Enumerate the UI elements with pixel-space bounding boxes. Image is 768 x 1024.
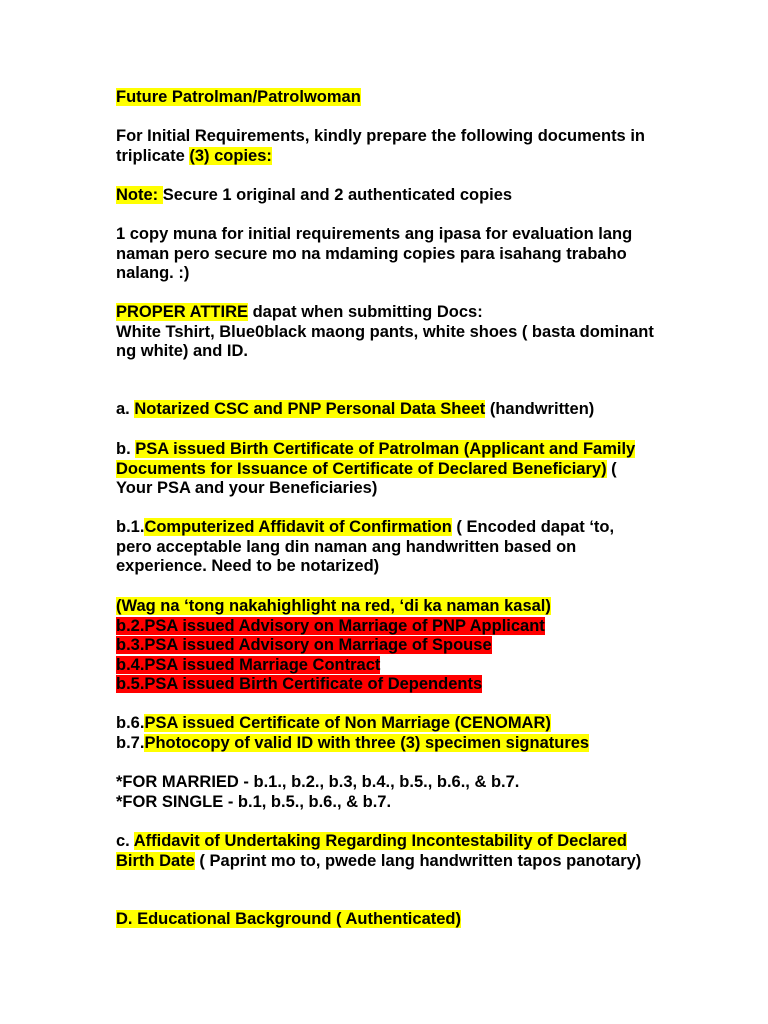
requirements-b6-b7 [116, 714, 676, 753]
note-paragraph [116, 186, 676, 206]
intro-paragraph [116, 127, 676, 166]
requirement-d [116, 910, 676, 930]
document-title [116, 88, 676, 108]
requirement-a-suffix: (handwritten) [485, 400, 595, 418]
requirement-b3: b.3.PSA issued Advisory on Marriage of Spouse [116, 636, 492, 655]
requirement-a-title: Notarized CSC and PNP Personal Data Sheet [134, 400, 486, 418]
requirement-b5: b.5.PSA issued Birth Certificate of Dependents [116, 675, 483, 694]
requirement-c-title: Affidavit of Undertaking Regarding Incontestability of Declared Birth Date [116, 832, 627, 870]
reminder-paragraph: 1 copy muna for initial requirements ang ipasa for evaluation lang naman pero secure mo na mdaming copies para isahang trabaho nalang. :) [116, 225, 633, 283]
requirement-b6-title: PSA issued Certificate of Non Marriage (CENOMAR) [144, 714, 551, 732]
requirement-c-suffix: ( Paprint mo to, pwede lang handwritten tapos panotary) [194, 851, 642, 870]
title-highlight: Future Patrolman/Patrolwoman [116, 88, 361, 106]
requirement-b1 [116, 518, 646, 577]
intro-text: For Initial Requirements, kindly prepare the following documents in triplicate [116, 127, 645, 165]
requirement-b6-prefix: b.6. [116, 714, 145, 732]
note-label: Note: [116, 186, 163, 204]
attire-paragraph [116, 303, 676, 362]
requirement-a-prefix: a. [116, 400, 135, 418]
status-block [116, 773, 676, 812]
requirement-b1-title: Computerized Affidavit of Confirmation [144, 518, 452, 536]
requirement-d-title: D. Educational Background ( Authenticated) [116, 910, 461, 928]
requirement-b7-title: Photocopy of valid ID with three (3) specimen signatures [144, 733, 590, 752]
status-married: *FOR MARRIED - b.1., b.2., b.3, b.4., b.5., b.6., & b.7. [116, 773, 520, 791]
requirement-b [116, 440, 636, 499]
requirement-b7-prefix: b.7. [116, 733, 145, 752]
married-only-block [116, 597, 676, 695]
requirement-c [116, 832, 646, 871]
requirement-b4: b.4.PSA issued Marriage Contract [116, 655, 381, 674]
attire-line1-rest: dapat when submitting Docs: [248, 303, 483, 321]
note-text: Secure 1 original and 2 authenticated copies [162, 186, 513, 204]
requirement-c-prefix: c. [116, 832, 134, 850]
requirement-a [116, 400, 676, 420]
requirement-b2: b.2.PSA issued Advisory on Marriage of PNP Applicant [116, 616, 545, 635]
status-single: *FOR SINGLE - b.1, b.5., b.6., & b.7. [116, 792, 392, 811]
requirement-b-prefix: b. [116, 440, 136, 458]
requirement-b1-prefix: b.1. [116, 518, 145, 536]
married-only-note: (Wag na ‘tong nakahighlight na red, ‘di ka naman kasal) [116, 597, 551, 615]
requirement-b-title: PSA issued Birth Certificate of Patrolman (Applicant and Family Documents for Issuance of Certificate of Declared Beneficiary) [116, 440, 636, 478]
requirement-b1-suffix: ( Encoded dapat ‘to, pero acceptable lang din naman ang handwritten based on experience. Need to be notarized) [116, 518, 615, 576]
attire-label: PROPER ATTIRE [116, 303, 249, 321]
attire-line2: White Tshirt, Blue0black maong pants, white shoes ( basta dominant ng white) and ID. [116, 322, 654, 361]
requirement-b-suffix: ( Your PSA and your Beneficiaries) [116, 459, 617, 498]
copies-highlight: (3) copies: [189, 146, 272, 165]
